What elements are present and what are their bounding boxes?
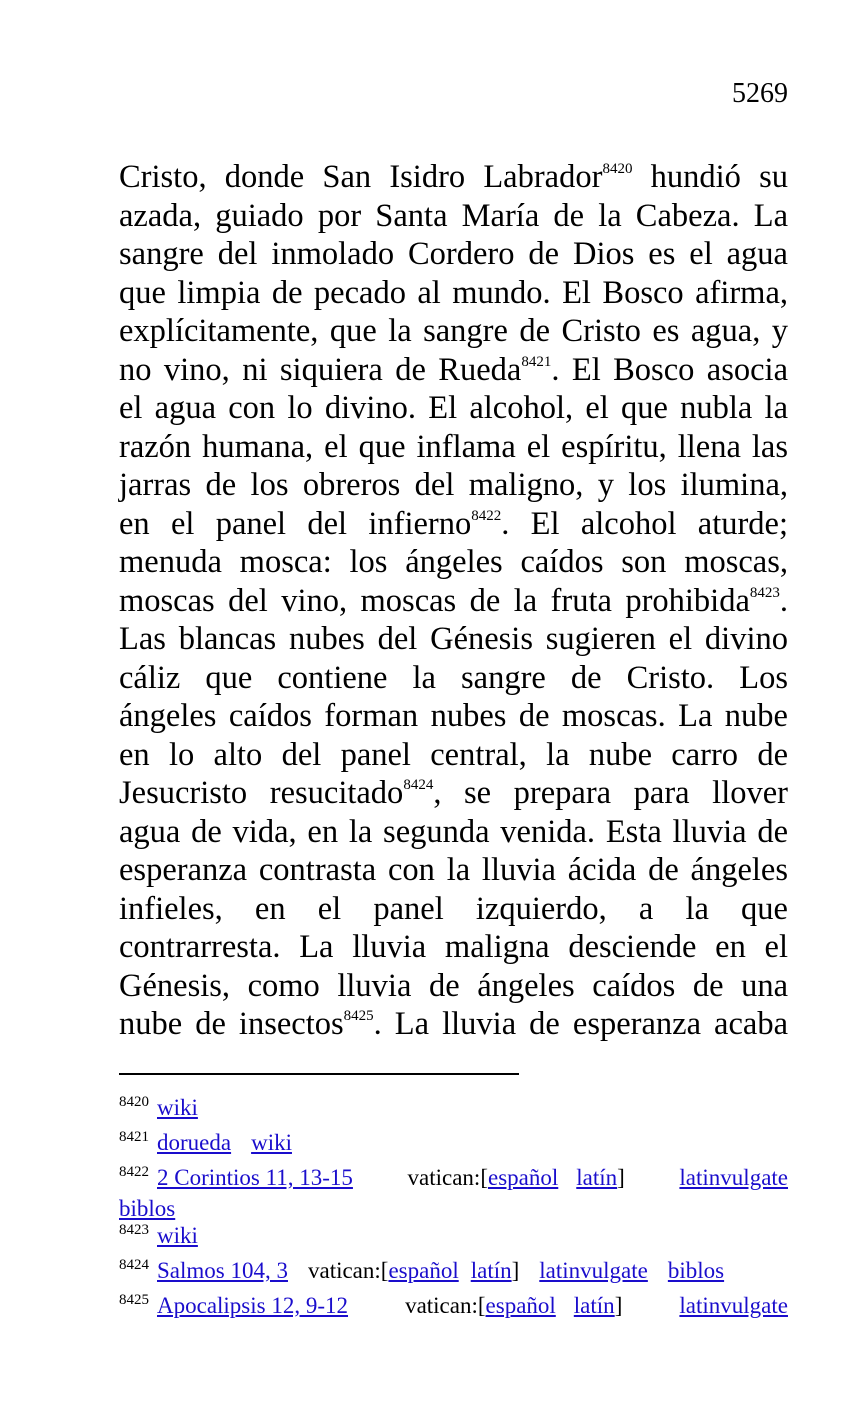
- text-line: nube de insectos$^{8425}$. La lluvia de esperanza acaba: [119, 1006, 788, 1042]
- latin-link[interactable]: latín: [573, 1293, 615, 1318]
- bible-ref-link[interactable]: Salmos 104, 3: [157, 1258, 288, 1283]
- vatican-label: vatican:[: [307, 1258, 389, 1283]
- latin-link[interactable]: latín: [576, 1165, 618, 1190]
- bible-ref-link[interactable]: Apocalipsis 12, 9-12: [157, 1293, 349, 1318]
- bracket-close: ]: [511, 1258, 520, 1283]
- espanol-link[interactable]: español: [488, 1165, 559, 1190]
- bracket-close: ]: [617, 1165, 625, 1190]
- footnote-divider: [119, 1073, 519, 1075]
- footnote-ref[interactable]: 8425: [343, 1008, 374, 1024]
- text-line: contrarresta. La lluvia maligna desciende en el: [119, 929, 788, 965]
- vatican-label: vatican:[: [407, 1165, 488, 1190]
- footnote-ref[interactable]: 8423: [749, 584, 780, 601]
- latinvulgate-link[interactable]: latinvulgate: [539, 1258, 648, 1283]
- text-line: Jesucristo resucitado$^{8424}$, se prepara para llover: [119, 775, 788, 811]
- biblos-link[interactable]: biblos: [119, 1196, 176, 1221]
- text-line: Cristo, donde San Isidro Labrador$^{8420}$ hundió su: [119, 159, 788, 195]
- wiki-link[interactable]: wiki: [157, 1095, 198, 1120]
- bracket-close: ]: [614, 1293, 623, 1318]
- body-text: [119, 158, 788, 1044]
- espanol-link[interactable]: español: [485, 1293, 556, 1318]
- page-number: 5269: [732, 78, 788, 109]
- footnote-number: 8425: [119, 1292, 149, 1308]
- text-line: azada, guiado por Santa María de la Cabeza. La: [119, 197, 788, 234]
- footnote-number: 8420: [119, 1094, 149, 1110]
- espanol-link[interactable]: español: [388, 1258, 459, 1283]
- footnote-number: 8423: [119, 1222, 149, 1238]
- text-line: el agua con lo divino. El alcohol, el que nubla la: [119, 390, 788, 426]
- footnote-8423: [119, 1220, 788, 1255]
- text-line: agua de vida, en la segunda venida. Esta lluvia de: [119, 813, 788, 850]
- text-line: infieles, en el panel izquierdo, a la que: [119, 890, 788, 927]
- text-line: cáliz que contiene la sangre de Cristo. Los: [119, 659, 788, 696]
- footnote-number: 8422: [119, 1164, 149, 1180]
- footnote-8421: [119, 1127, 788, 1162]
- footnotes: [119, 1092, 788, 1325]
- footnote-number: 8421: [119, 1129, 149, 1145]
- latinvulgate-link[interactable]: latinvulgate: [679, 1165, 788, 1190]
- wiki-link[interactable]: wiki: [157, 1223, 198, 1248]
- footnote-8424: [119, 1255, 788, 1290]
- text-line: que limpia de pecado al mundo. El Bosco afirma,: [119, 274, 788, 311]
- text-line: explícitamente, que la sangre de Cristo es agua, y: [119, 313, 788, 349]
- text-line: en lo alto del panel central, la nube carro de: [119, 736, 788, 773]
- footnote-ref[interactable]: 8422: [471, 507, 502, 524]
- latin-link[interactable]: latín: [470, 1258, 512, 1283]
- text-line: jarras de los obreros del maligno, y los ilumina,: [119, 467, 788, 503]
- footnote-ref[interactable]: 8424: [403, 777, 434, 793]
- footnote-ref[interactable]: 8420: [602, 161, 633, 177]
- text-line: menuda mosca: los ángeles caídos son moscas,: [119, 544, 788, 580]
- text-line: no vino, ni siquiera de Rueda$^{8421}$. El Bosco asocia: [119, 351, 788, 388]
- text-line: Las blancas nubes del Génesis sugieren el divino: [119, 621, 788, 657]
- text-line: moscas del vino, moscas de la fruta prohibida$^{8423}$.: [119, 582, 788, 619]
- footnote-8425: [119, 1290, 788, 1325]
- latinvulgate-link[interactable]: latinvulgate: [679, 1293, 788, 1318]
- text-line: en el panel del infierno$^{8422}$. El alcohol aturde;: [119, 505, 789, 542]
- text-line: ángeles caídos forman nubes de moscas. La nube: [119, 698, 788, 734]
- text-line: esperanza contrasta con la lluvia ácida de ángeles: [119, 852, 788, 888]
- footnote-8420: [119, 1092, 788, 1127]
- vatican-label: vatican:[: [405, 1293, 486, 1318]
- bible-ref-link[interactable]: 2 Corintios 11, 13-15: [157, 1165, 353, 1190]
- footnote-number: 8424: [119, 1257, 149, 1273]
- footnote-8422: [119, 1162, 788, 1197]
- biblos-link[interactable]: biblos: [667, 1258, 725, 1283]
- dorueda-link[interactable]: dorueda: [157, 1130, 232, 1155]
- footnote-ref[interactable]: 8421: [521, 353, 552, 370]
- text-line: sangre del inmolado Cordero de Dios es el agua: [119, 236, 788, 272]
- text-line: Génesis, como lluvia de ángeles caídos de una: [119, 967, 788, 1004]
- wiki-link[interactable]: wiki: [251, 1130, 292, 1155]
- text-line: razón humana, el que inflama el espíritu, llena las: [119, 428, 788, 465]
